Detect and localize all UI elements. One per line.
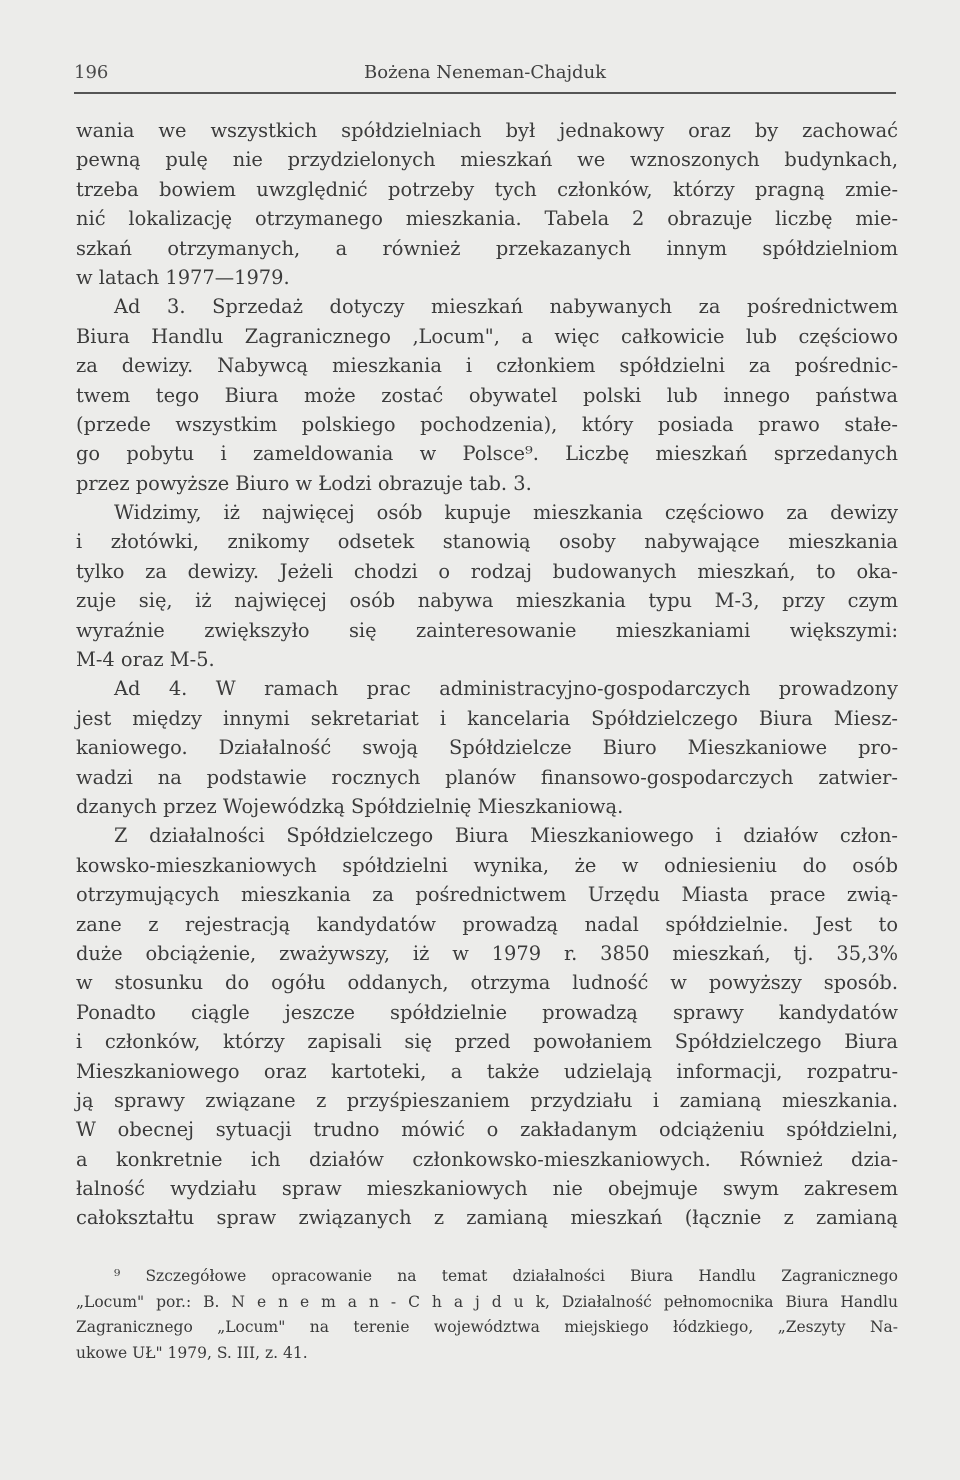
footnote	[76, 1264, 898, 1366]
footnote-line: Zagranicznego „Locum" na terenie województwa miejskiego łódzkiego, „Zeszyty Na-	[76, 1318, 898, 1336]
text-line: Widzimy, iż najwięcej osób kupuje mieszkania częściowo za dewizy	[114, 501, 898, 525]
text-line: otrzymujących mieszkania za pośrednictwem Urzędu Miasta prace zwią-	[76, 883, 898, 907]
text-line: W obecnej sytuacji trudno mówić o zakładanym odciążeniu spółdzielni,	[76, 1118, 898, 1142]
text-line: nić lokalizację otrzymanego mieszkania. Tabela 2 obrazuje liczbę mie-	[76, 207, 898, 231]
text-line: a konkretnie ich działów członkowsko-mieszkaniowych. Również dzia-	[76, 1147, 898, 1171]
page-header	[74, 62, 896, 88]
text-line: jest między innymi sekretariat i kancelaria Spółdzielczego Biura Miesz-	[76, 706, 898, 730]
text-line: w latach 1977—1979.	[76, 265, 290, 289]
running-head: Bożena Neneman-Chajduk	[364, 62, 607, 83]
text-line: Biura Handlu Zagranicznego ‚Locum", a więc całkowicie lub częściowo	[76, 324, 898, 348]
text-line: zuje się, iż najwięcej osób nabywa mieszkania typu M-3, przy czym	[76, 589, 898, 613]
text-line: pewną pulę nie przydzielonych mieszkań we wznoszonych budynkach,	[76, 148, 898, 172]
text-line: i członków, którzy zapisali się przed powołaniem Spółdzielczego Biura	[76, 1030, 898, 1054]
text-line: Mieszkaniowego oraz kartoteki, a także udzielają informacji, rozpatru-	[76, 1059, 898, 1083]
text-line: dzanych przez Wojewódzką Spółdzielnię Mieszkaniową.	[76, 794, 624, 818]
text-line: duże obciążenie, zważywszy, iż w 1979 r. 3850 mieszkań, tj. 35,3%	[76, 941, 898, 965]
text-line: twem tego Biura może zostać obywatel polski lub innego państwa	[76, 383, 898, 407]
text-line: M-4 oraz M-5.	[76, 648, 215, 672]
text-line: trzeba bowiem uwzględnić potrzeby tych członków, którzy pragną zmie-	[76, 177, 898, 201]
text-line: zane z rejestracją kandydatów prowadzą nadal spółdzielnie. Jest to	[76, 912, 898, 936]
text-line: wyraźnie zwiększyło się zainteresowanie mieszkaniami większymi:	[76, 618, 898, 642]
header-rule	[74, 92, 896, 94]
text-line: za dewizy. Nabywcą mieszkania i członkiem spółdzielni za pośrednic-	[76, 354, 898, 378]
page-number: 196	[74, 62, 109, 83]
body-text	[76, 116, 898, 1233]
footnote-line: ukowe UŁ" 1979, S. III, z. 41.	[76, 1343, 308, 1362]
footnote-line: „Locum" por.: B. N e n e m a n - C h a j d u k, Działalność pełnomocnika Biura Handlu	[76, 1292, 898, 1311]
text-line: całokształtu spraw związanych z zamianą mieszkań (łącznie z zamianą	[76, 1206, 898, 1230]
text-line: łalność wydziału spraw mieszkaniowych nie obejmuje swym zakresem	[76, 1177, 898, 1201]
text-line: i złotówki, znikomy odsetek stanowią osoby nabywające mieszkania	[76, 530, 898, 554]
text-line: tylko za dewizy. Jeżeli chodzi o rodzaj budowanych mieszkań, to oka-	[76, 559, 898, 583]
text-line: Ad 3. Sprzedaż dotyczy mieszkań nabywanych za pośrednictwem	[114, 295, 898, 319]
text-line: kowsko-mieszkaniowych spółdzielni wynika, że w odniesieniu do osób	[76, 853, 898, 877]
text-line: kaniowego. Działalność swoją Spółdzielcze Biuro Mieszkaniowe pro-	[76, 736, 898, 760]
text-line: wadzi na podstawie rocznych planów finansowo-gospodarczych zatwier-	[76, 765, 898, 789]
text-line: przez powyższe Biuro w Łodzi obrazuje tab. 3.	[76, 471, 532, 495]
text-line: szkań otrzymanych, a również przekazanych innym spółdzielniom	[76, 236, 898, 260]
text-line: Ad 4. W ramach prac administracyjno-gospodarczych prowadzony	[114, 677, 898, 701]
text-line: Z działalności Spółdzielczego Biura Mieszkaniowego i działów człon-	[114, 824, 898, 848]
text-line: (przede wszystkim polskiego pochodzenia), który posiada prawo stałe-	[76, 412, 898, 436]
footnote-line: ⁹ Szczegółowe opracowanie na temat działalności Biura Handlu Zagranicznego	[114, 1267, 898, 1285]
text-line: go pobytu i zameldowania w Polsce⁹. Liczbę mieszkań sprzedanych	[76, 442, 898, 466]
text-line: ją sprawy związane z przyśpieszaniem przydziału i zamianą mieszkania.	[76, 1088, 898, 1112]
text-line: wania we wszystkich spółdzielniach był jednakowy oraz by zachować	[76, 119, 898, 142]
text-line: w stosunku do ogółu oddanych, otrzyma ludność w powyższy sposób.	[76, 971, 898, 995]
text-line: Ponadto ciągle jeszcze spółdzielnie prowadzą sprawy kandydatów	[76, 1000, 898, 1024]
